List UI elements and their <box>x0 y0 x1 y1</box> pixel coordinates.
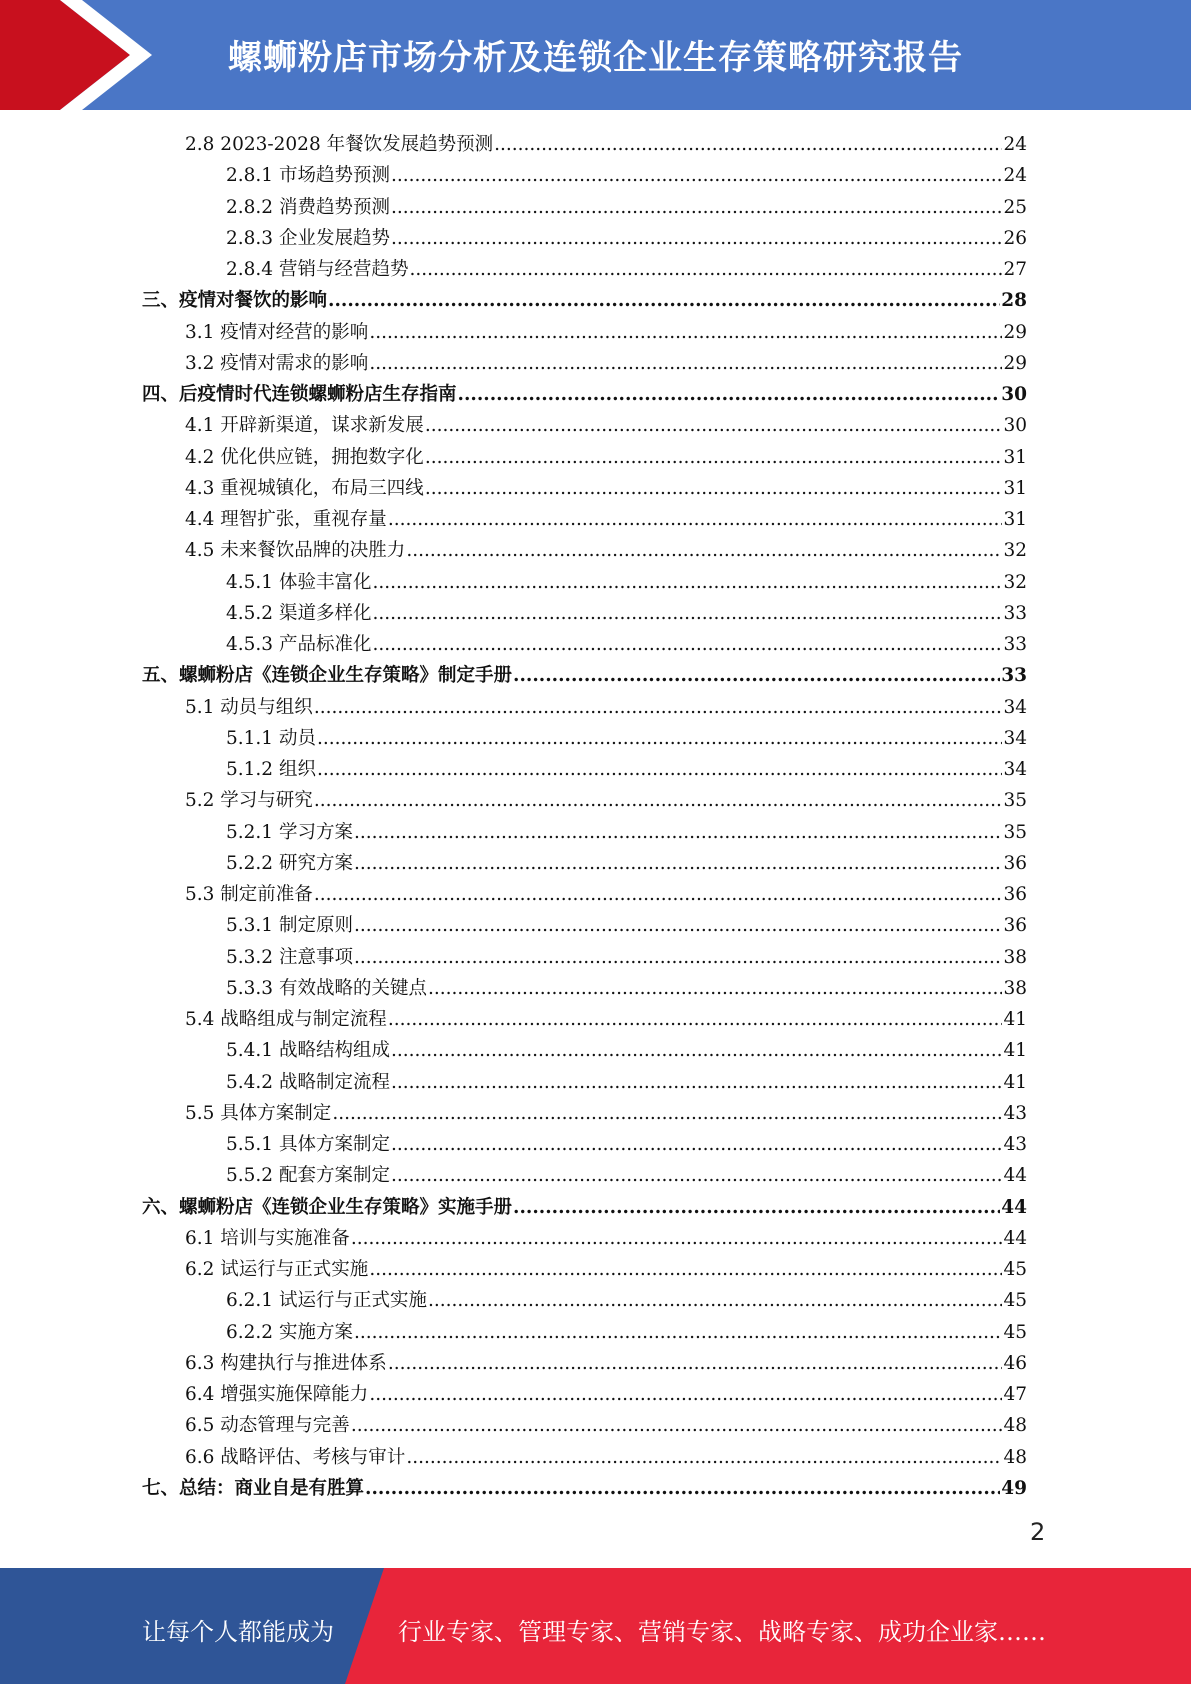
toc-dot-leader <box>406 535 1002 566</box>
toc-entry-page: 46 <box>1003 1352 1027 1374</box>
toc-entry[interactable] <box>142 1442 1027 1473</box>
toc-entry-page: 49 <box>1001 1477 1027 1499</box>
toc-entry[interactable] <box>142 723 1027 754</box>
toc-dot-leader <box>391 1129 1002 1160</box>
toc-entry-label: 5.1 动员与组织 <box>185 696 313 718</box>
toc-entry[interactable] <box>142 379 1027 410</box>
toc-entry-label: 5.1.1 动员 <box>226 727 316 749</box>
toc-entry-page: 35 <box>1003 790 1027 812</box>
toc-entry-page: 34 <box>1003 727 1027 749</box>
toc-entry-page: 41 <box>1003 1040 1027 1062</box>
toc-entry[interactable] <box>142 317 1027 348</box>
toc-entry-page: 48 <box>1003 1415 1027 1437</box>
toc-dot-leader <box>513 660 1000 691</box>
toc-entry-page: 45 <box>1003 1321 1027 1343</box>
toc-entry-page: 29 <box>1003 321 1027 343</box>
toc-entry-page: 41 <box>1003 1071 1027 1093</box>
toc-dot-leader <box>372 567 1002 598</box>
toc-entry-page: 32 <box>1003 571 1027 593</box>
toc-entry-label: 6.1 培训与实施准备 <box>185 1227 350 1249</box>
toc-dot-leader <box>372 598 1002 629</box>
page-number: 2 <box>1030 1518 1046 1546</box>
toc-entry[interactable] <box>142 1473 1027 1504</box>
toc-entry[interactable] <box>142 192 1027 223</box>
toc-entry[interactable] <box>142 910 1027 941</box>
toc-entry-label: 4.5.3 产品标准化 <box>226 634 372 655</box>
toc-entry-label: 5.2 学习与研究 <box>185 790 313 812</box>
toc-entry[interactable] <box>142 629 1027 660</box>
toc-entry-page: 25 <box>1003 196 1027 218</box>
toc-entry-label: 6.4 增强实施保障能力 <box>185 1384 369 1405</box>
toc-entry-label: 2.8.4 营销与经营趋势 <box>226 259 409 280</box>
toc-entry-page: 48 <box>1003 1446 1027 1468</box>
toc-dot-leader <box>391 1067 1002 1098</box>
toc-entry-label: 4.5.1 体验丰富化 <box>226 571 372 593</box>
toc-entry-label: 2.8.1 市场趋势预测 <box>226 165 390 187</box>
toc-entry-label: 4.2 优化供应链，拥抱数字化 <box>185 446 424 468</box>
toc-entry-label: 三、疫情对餐饮的影响 <box>142 290 328 312</box>
toc-entry-page: 31 <box>1003 509 1027 530</box>
toc-entry-page: 36 <box>1003 915 1027 937</box>
toc-dot-leader <box>425 473 1003 504</box>
toc-dot-leader <box>365 1473 1000 1504</box>
toc-dot-leader <box>391 160 1002 191</box>
toc-entry-page: 26 <box>1003 227 1027 249</box>
toc-entry-label: 5.2.2 研究方案 <box>226 852 353 874</box>
toc-entry-page: 34 <box>1003 696 1027 718</box>
toc-entry-label: 5.1.2 组织 <box>226 759 316 780</box>
toc-dot-leader <box>428 1285 1002 1316</box>
toc-entry-label: 6.2.2 实施方案 <box>226 1321 353 1343</box>
toc-entry[interactable] <box>142 535 1027 566</box>
toc-entry-label: 五、螺蛳粉店《连锁企业生存策略》制定手册 <box>142 665 513 687</box>
toc-entry[interactable] <box>142 598 1027 629</box>
toc-entry-page: 44 <box>1003 1165 1027 1187</box>
toc-entry-page: 43 <box>1003 1102 1027 1124</box>
toc-entry-page: 32 <box>1003 540 1027 562</box>
toc-entry[interactable] <box>142 129 1027 160</box>
toc-entry[interactable] <box>142 160 1027 191</box>
toc-entry-page: 47 <box>1003 1384 1027 1405</box>
toc-dot-leader <box>388 1004 1003 1035</box>
toc-dot-leader <box>391 1035 1002 1066</box>
toc-dot-leader <box>409 254 1002 285</box>
toc-entry-page: 33 <box>1003 634 1027 655</box>
toc-entry-page: 35 <box>1003 821 1027 843</box>
footer-slogan-left: 让每个人都能成为 <box>142 1618 334 1646</box>
toc-entry[interactable] <box>142 754 1027 785</box>
toc-entry-label: 6.3 构建执行与推进体系 <box>185 1352 387 1374</box>
toc-entry-label: 5.4.2 战略制定流程 <box>226 1071 390 1093</box>
toc-dot-leader <box>388 504 1003 535</box>
toc-entry[interactable] <box>142 1004 1027 1035</box>
toc-entry-page: 36 <box>1003 852 1027 874</box>
toc-entry[interactable] <box>142 848 1027 879</box>
toc-entry[interactable] <box>142 1098 1027 1129</box>
toc-entry[interactable] <box>142 1192 1027 1223</box>
toc-entry-label: 5.3 制定前准备 <box>185 884 313 905</box>
toc-dot-leader <box>317 723 1003 754</box>
toc-entry-label: 5.5.1 具体方案制定 <box>226 1134 390 1155</box>
toc-entry-page: 45 <box>1003 1259 1027 1280</box>
toc-entry-page: 36 <box>1003 884 1027 905</box>
toc-entry[interactable] <box>142 442 1027 473</box>
toc-entry-page: 38 <box>1003 977 1027 999</box>
toc-entry-label: 4.5.2 渠道多样化 <box>226 602 372 624</box>
toc-entry[interactable] <box>142 254 1027 285</box>
toc-entry-label: 5.5.2 配套方案制定 <box>226 1165 390 1187</box>
toc-entry-label: 5.3.2 注意事项 <box>226 946 353 968</box>
toc-dot-leader <box>354 942 1003 973</box>
toc-entry-page: 31 <box>1003 446 1027 468</box>
toc-entry-label: 3.1 疫情对经营的影响 <box>185 321 369 343</box>
toc-entry-label: 6.2 试运行与正式实施 <box>185 1259 369 1280</box>
toc-dot-leader <box>354 817 1003 848</box>
toc-entry-label: 4.3 重视城镇化，布局三四线 <box>185 477 424 499</box>
toc-entry[interactable] <box>142 285 1027 316</box>
toc-entry-label: 6.5 动态管理与完善 <box>185 1415 350 1437</box>
toc-entry-label: 3.2 疫情对需求的影响 <box>185 352 369 374</box>
toc-entry[interactable] <box>142 1379 1027 1410</box>
toc-entry-label: 5.5 具体方案制定 <box>185 1102 332 1124</box>
report-title: 螺蛳粉店市场分析及连锁企业生存策略研究报告 <box>228 38 963 78</box>
toc-entry-page: 28 <box>1001 290 1027 312</box>
toc-dot-leader <box>494 129 1002 160</box>
toc-entry[interactable] <box>142 410 1027 441</box>
toc-dot-leader <box>369 317 1002 348</box>
toc-dot-leader <box>372 629 1002 660</box>
toc-entry[interactable] <box>142 1035 1027 1066</box>
toc-dot-leader <box>332 1098 1002 1129</box>
toc-entry-page: 24 <box>1003 134 1027 155</box>
toc-entry-page: 29 <box>1003 352 1027 374</box>
toc-entry[interactable] <box>142 1348 1027 1379</box>
toc-entry[interactable] <box>142 348 1027 379</box>
toc-entry[interactable] <box>142 567 1027 598</box>
toc-entry-page: 33 <box>1003 602 1027 624</box>
toc-entry[interactable] <box>142 1410 1027 1441</box>
page-footer <box>0 1568 1191 1684</box>
toc-entry[interactable] <box>142 223 1027 254</box>
toc-entry-page: 30 <box>1003 415 1027 437</box>
toc-entry-page: 33 <box>1001 665 1027 687</box>
toc-entry[interactable] <box>142 1223 1027 1254</box>
toc-entry[interactable] <box>142 1254 1027 1285</box>
toc-entry[interactable] <box>142 1285 1027 1316</box>
toc-entry-label: 2.8.3 企业发展趋势 <box>226 227 390 249</box>
toc-entry-page: 38 <box>1003 946 1027 968</box>
toc-entry-label: 六、螺蛳粉店《连锁企业生存策略》实施手册 <box>142 1196 513 1218</box>
toc-entry-label: 4.5 未来餐饮品牌的决胜力 <box>185 540 406 562</box>
toc-dot-leader <box>314 692 1003 723</box>
toc-entry-label: 4.4 理智扩张，重视存量 <box>185 509 387 530</box>
toc-entry-label: 4.1 开辟新渠道，谋求新发展 <box>185 415 424 437</box>
toc-entry-label: 2.8 2023-2028 年餐饮发展趋势预测 <box>185 134 494 155</box>
toc-entry[interactable] <box>142 660 1027 691</box>
toc-dot-leader <box>391 223 1002 254</box>
toc-entry-label: 6.6 战略评估、考核与审计 <box>185 1446 406 1468</box>
footer-slogan-right: 行业专家、管理专家、营销专家、战略专家、成功企业家…… <box>398 1618 1046 1646</box>
toc-dot-leader <box>391 192 1002 223</box>
toc-dot-leader <box>428 973 1002 1004</box>
toc-dot-leader <box>354 910 1003 941</box>
toc-entry[interactable] <box>142 1067 1027 1098</box>
toc-entry[interactable] <box>142 692 1027 723</box>
toc-entry-label: 5.4 战略组成与制定流程 <box>185 1009 387 1030</box>
toc-entry[interactable] <box>142 473 1027 504</box>
toc-entry[interactable] <box>142 504 1027 535</box>
toc-entry-label: 6.2.1 试运行与正式实施 <box>226 1290 427 1312</box>
toc-entry-label: 四、后疫情时代连锁螺蛳粉店生存指南 <box>142 384 457 405</box>
page-header <box>0 0 1191 110</box>
toc-entry-label: 5.4.1 战略结构组成 <box>226 1040 390 1062</box>
toc-dot-leader <box>354 1317 1003 1348</box>
toc-entry-page: 44 <box>1003 1227 1027 1249</box>
toc-dot-leader <box>425 442 1003 473</box>
toc-dot-leader <box>369 1379 1002 1410</box>
toc-entry-label: 5.2.1 学习方案 <box>226 821 353 843</box>
toc-entry[interactable] <box>142 1317 1027 1348</box>
toc-entry-page: 43 <box>1003 1134 1027 1155</box>
toc-entry[interactable] <box>142 973 1027 1004</box>
toc-entry-label: 2.8.2 消费趋势预测 <box>226 196 390 218</box>
toc-entry-page: 31 <box>1003 477 1027 499</box>
toc-dot-leader <box>351 1223 1003 1254</box>
toc-dot-leader <box>317 754 1003 785</box>
toc-dot-leader <box>351 1410 1003 1441</box>
toc-dot-leader <box>328 285 1000 316</box>
toc-dot-leader <box>314 879 1003 910</box>
toc-entry[interactable] <box>142 942 1027 973</box>
toc-dot-leader <box>388 1348 1003 1379</box>
toc-entry-page: 30 <box>1001 384 1027 405</box>
toc-entry-page: 27 <box>1003 259 1027 280</box>
toc-entry-page: 41 <box>1003 1009 1027 1030</box>
toc-entry-page: 34 <box>1003 759 1027 780</box>
toc-dot-leader <box>425 410 1003 441</box>
toc-entry[interactable] <box>142 879 1027 910</box>
toc-dot-leader <box>369 348 1002 379</box>
toc-entry-page: 44 <box>1001 1196 1027 1218</box>
toc-entry-label: 5.3.3 有效战略的关键点 <box>226 977 427 999</box>
toc-dot-leader <box>406 1442 1002 1473</box>
toc-entry[interactable] <box>142 1160 1027 1191</box>
toc-dot-leader <box>369 1254 1002 1285</box>
table-of-contents <box>142 129 1027 1504</box>
toc-entry-page: 24 <box>1003 165 1027 187</box>
toc-entry-label: 5.3.1 制定原则 <box>226 915 353 937</box>
toc-entry[interactable] <box>142 785 1027 816</box>
toc-dot-leader <box>314 785 1003 816</box>
toc-dot-leader <box>391 1160 1002 1191</box>
toc-dot-leader <box>513 1192 1000 1223</box>
toc-entry[interactable] <box>142 817 1027 848</box>
toc-dot-leader <box>354 848 1003 879</box>
toc-dot-leader <box>458 379 1001 410</box>
toc-entry-label: 七、总结：商业自是有胜算 <box>142 1477 365 1499</box>
toc-entry[interactable] <box>142 1129 1027 1160</box>
toc-entry-page: 45 <box>1003 1290 1027 1312</box>
